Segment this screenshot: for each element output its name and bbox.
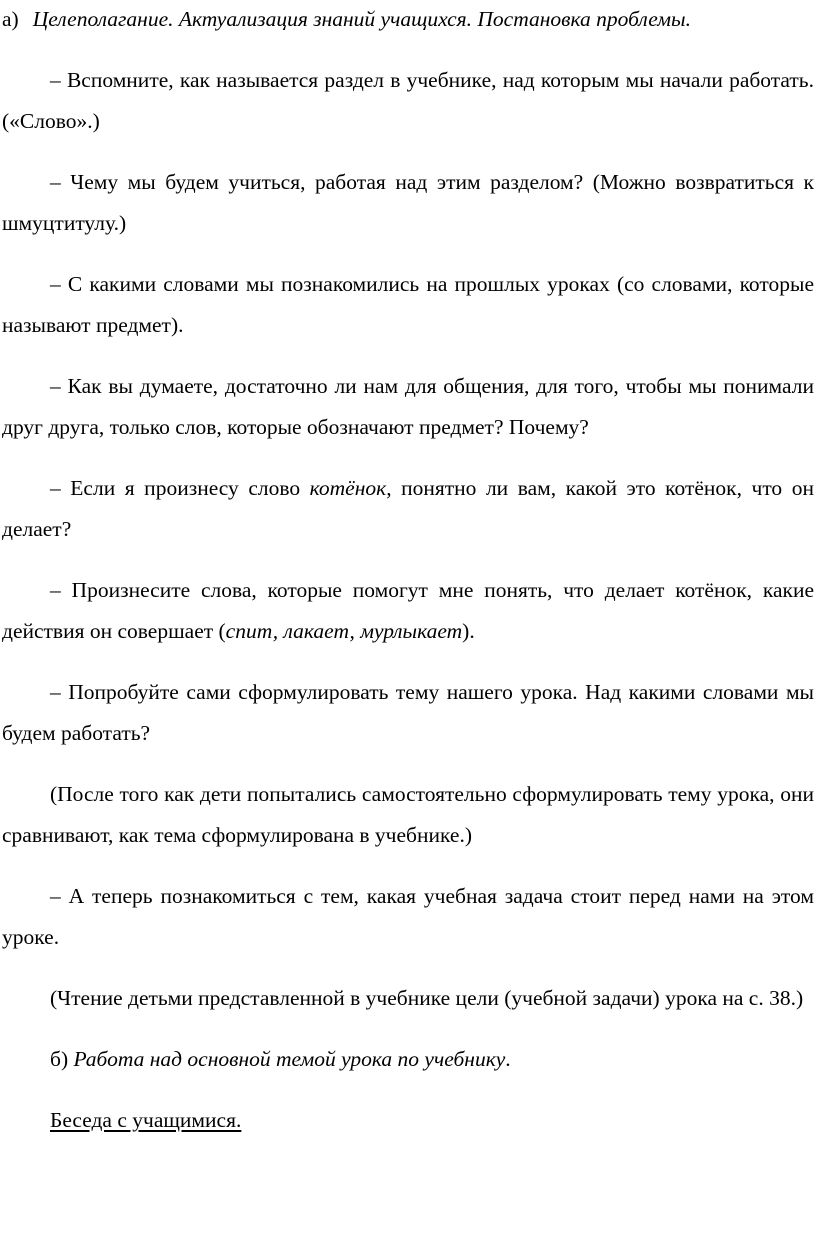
conversation-heading-text: Беседа с учащимися. — [50, 1108, 242, 1132]
paragraph-kitten — [2, 468, 814, 550]
kitten-text-after: , понятно ли вам, какой это котёнок, что он делает? — [2, 476, 814, 541]
paragraph-kitten-actions — [2, 570, 814, 652]
actions-text-before: – Произнесите слова, которые помогут мне понять, что делает котёнок, какие действия он совершает ( — [2, 578, 814, 643]
paragraph-formulate-topic: – Попробуйте сами сформулировать тему нашего урока. Над какими словами мы будем работать? — [2, 680, 814, 745]
section-b-marker: б) — [50, 1047, 69, 1071]
paragraph-compare-topic: (После того как дети попытались самостоятельно сформулировать тему урока, они сравнивают, как тема сформулирована в учебнике.) — [2, 782, 814, 847]
section-b-period: . — [505, 1047, 511, 1071]
actions-examples: спит, лакает, мурлыкает — [225, 619, 463, 643]
section-a-heading — [2, 0, 814, 40]
actions-text-after: ). — [462, 619, 475, 643]
paragraph-learning-task: – А теперь познакомиться с тем, какая учебная задача стоит перед нами на этом уроке. — [2, 884, 814, 949]
section-b-title: Работа над основной темой урока по учебнику — [73, 1047, 506, 1071]
paragraph-reading-goal: (Чтение детьми представленной в учебнике цели (учебной задачи) урока на с. 38.) — [50, 986, 804, 1010]
section-a-marker: а) — [2, 7, 19, 31]
conversation-heading — [2, 1100, 814, 1141]
paragraph-enough-words: – Как вы думаете, достаточно ли нам для общения, для того, чтобы мы понимали друг друга, только слов, которые обозначают предмет? Почему? — [2, 374, 814, 439]
kitten-word: котёнок — [309, 476, 387, 500]
section-b-heading — [2, 1039, 814, 1080]
kitten-text-before: – Если я произнесу слово — [50, 476, 310, 500]
paragraph-recall-section: – Вспомните, как называется раздел в учебнике, над которым мы начали работать. («Слово».) — [2, 68, 814, 133]
paragraph-previous-words: – С какими словами мы познакомились на прошлых уроках (со словами, которые называют предмет). — [2, 272, 814, 337]
section-a-title: Целеполагание. Актуализация знаний учащихся. Постановка проблемы. — [32, 7, 691, 31]
paragraph-what-we-learn: – Чему мы будем учиться, работая над этим разделом? (Можно возвратиться к шмуцтитулу.) — [2, 170, 814, 235]
